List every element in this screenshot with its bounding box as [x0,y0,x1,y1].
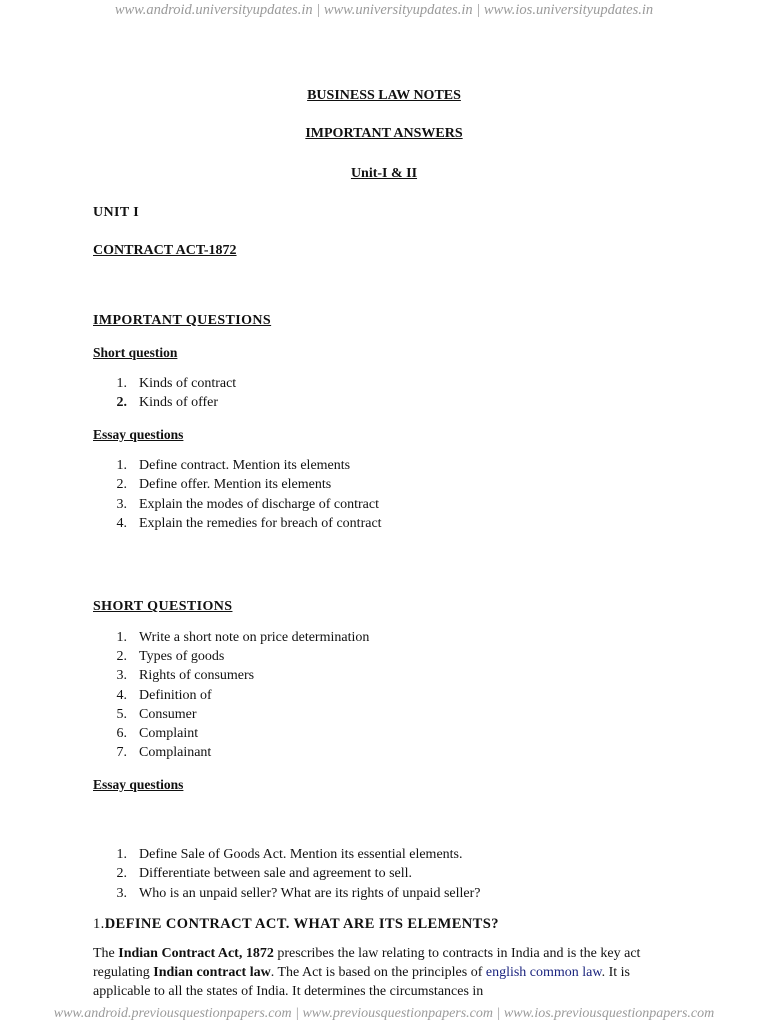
list-text: Rights of consumers [139,668,255,683]
list-text: Define contract. Mention its elements [139,458,351,473]
answer-paragraph [93,944,658,1001]
list-number: 4. [116,688,127,703]
question-heading [93,916,499,933]
list-number: 1. [116,458,127,473]
question-title: DEFINE CONTRACT ACT. WHAT ARE ITS ELEMENTS? [104,916,499,932]
important-questions-heading: IMPORTANT QUESTIONS [93,313,272,328]
act-heading: CONTRACT ACT-1872 [93,243,237,258]
footer-url: www.android.previousquestionpapers.com | www.previousquestionpapers.com | www.ios.previousquestionpapers.com [53,1006,715,1021]
list-number: 2. [116,649,127,664]
list-number: 3. [116,668,127,683]
paragraph-text: . The Act is based on the principles of [270,965,486,980]
paragraph-text: The [93,946,119,961]
short-questions-heading: SHORT QUESTIONS [93,599,233,614]
header-url: www.android.universityupdates.in | www.universityupdates.in | www.ios.universityupdates.in [114,2,654,18]
document-title: BUSINESS LAW NOTES [307,88,461,103]
list-number: 1. [116,376,127,391]
list-text: Consumer [139,707,197,722]
list-number: 6. [116,726,127,741]
list-number: 7. [116,745,127,760]
list-text: Explain the remedies for breach of contract [139,516,382,531]
list-text: Write a short note on price determination [139,630,370,645]
list-number: 2. [116,477,127,492]
essay-questions-label-2: Essay questions [93,777,184,792]
list-text: Complaint [139,726,199,741]
list-text: Definition of [139,688,212,703]
paragraph-text: prescribes the law relating to contracts in India and is the key act regulating [93,946,641,980]
question-number: 1. [93,916,105,932]
list-text: Types of goods [139,649,225,664]
short-question-label: Short question [93,345,178,360]
list-number: 1. [116,847,127,862]
list-text: Kinds of offer [139,395,219,410]
document-subtitle: IMPORTANT ANSWERS [305,126,463,141]
list-number: 4. [116,516,127,531]
units-heading: Unit-I & II [350,166,418,181]
list-number: 3. [116,497,127,512]
list-text: Differentiate between sale and agreement to sell. [139,866,413,881]
list-text: Define Sale of Goods Act. Mention its essential elements. [139,847,463,862]
list-number: 3. [116,886,127,901]
list-number: 1. [116,630,127,645]
list-number: 2. [116,866,127,881]
list-number: 2. [116,395,127,410]
paragraph-text: . It is applicable to all the states of India. It determines the circumstances in [93,965,630,999]
english-common-law-link[interactable]: english common law [485,965,602,980]
list-number: 5. [116,707,127,722]
essay-questions-label: Essay questions [93,427,184,442]
list-text: Who is an unpaid seller? What are its rights of unpaid seller? [139,886,481,901]
list-text: Define offer. Mention its elements [139,477,332,492]
list-text: Explain the modes of discharge of contract [139,497,379,512]
list-text: Kinds of contract [139,376,237,391]
paragraph-bold-act: Indian Contract Act, 1872 [118,946,274,961]
list-text: Complainant [139,745,212,760]
unit-heading: UNIT I [93,205,140,220]
paragraph-bold-law: Indian contract law [153,965,271,980]
